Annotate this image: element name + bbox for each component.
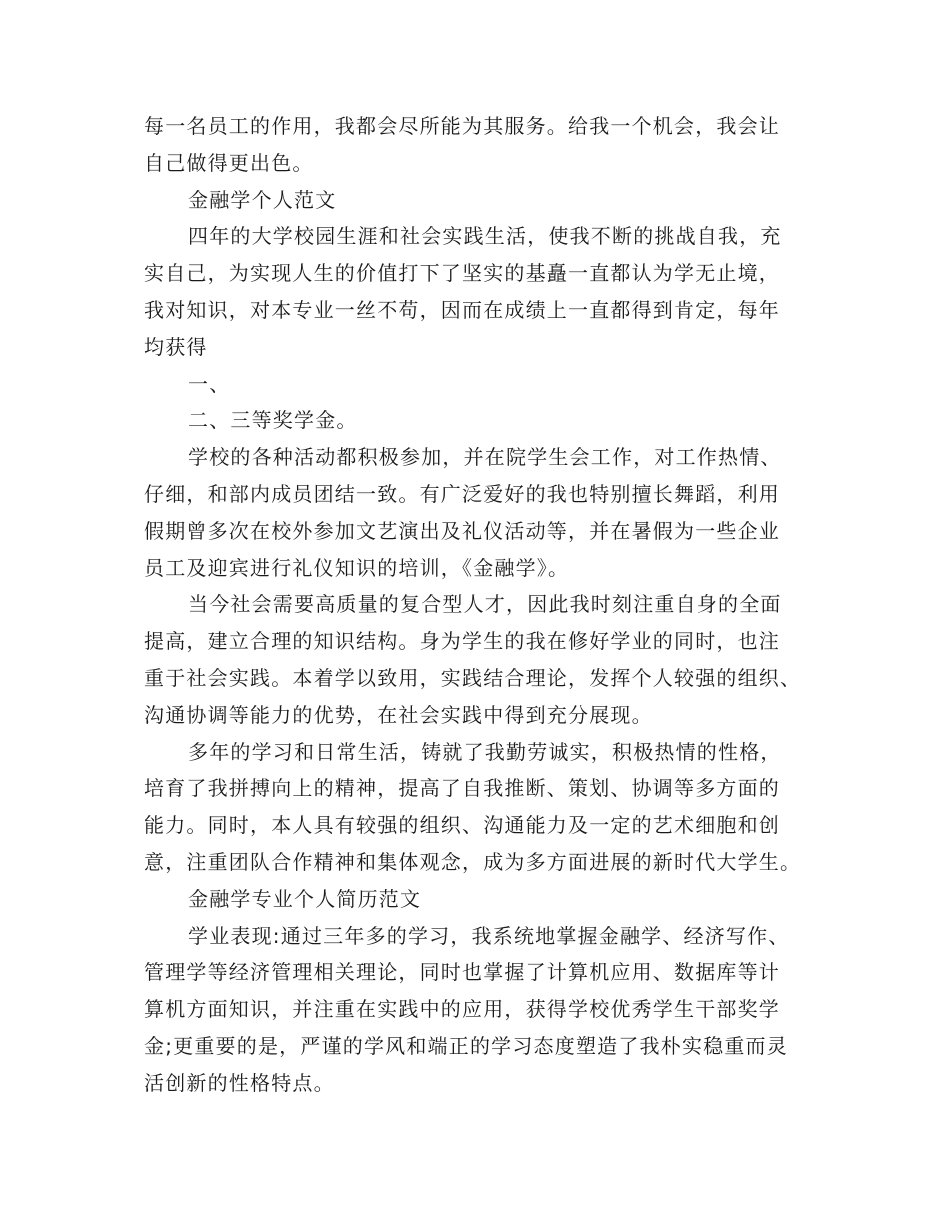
text-line: 四年的大学校园生涯和社会实践生活，使我不断的挑战自我，充 — [188, 224, 782, 249]
text-line: 算机方面知识，并注重在实践中的应用，获得学校优秀学生干部奖学 — [144, 997, 780, 1022]
text-line: 活创新的性格特点。 — [144, 1070, 335, 1095]
text-line: 仔细，和部内成员团结一致。有广泛爱好的我也特别擅长舞蹈，利用 — [144, 481, 780, 506]
text-line: 学校的各种活动都积极参加，并在院学生会工作，对工作热情、 — [188, 445, 782, 470]
text-line: 意，注重团队合作精神和集体观念，成为多方面进展的新时代大学生。 — [144, 849, 802, 874]
section-heading: 金融学专业个人简历范文 — [188, 886, 422, 911]
text-line: 员工及迎宾进行礼仪知识的培训，《金融学》。 — [144, 555, 570, 580]
text-line: 培育了我拼搏向上的精神，提高了自我推断、策划、协调等多方面的 — [144, 776, 780, 801]
text-line: 二、三等奖学金。 — [188, 408, 358, 433]
text-line: 假期曾多次在校外参加文艺演出及礼仪活动等，并在暑假为一些企业 — [144, 518, 780, 543]
text-line: 均获得 — [144, 334, 208, 359]
text-line: 提高，建立合理的知识结构。身为学生的我在修好学业的同时，也注 — [144, 629, 780, 654]
text-line: 学业表现:通过三年多的学习，我系统地掌握金融学、经济写作、 — [188, 923, 790, 948]
text-line: 能力。同时，本人具有较强的组织、沟通能力及一定的艺术细胞和创 — [144, 813, 780, 838]
text-line: 我对知识，对本专业一丝不苟，因而在成绩上一直都得到肯定，每年 — [144, 297, 780, 322]
text-line: 沟通协调等能力的优势，在社会实践中得到充分展现。 — [144, 702, 653, 727]
text-line: 自己做得更出色。 — [144, 150, 314, 175]
text-line: 实自己，为实现人生的价值打下了坚实的基矗一直都认为学无止境， — [144, 261, 780, 286]
text-line: 金;更重要的是，严谨的学风和端正的学习态度塑造了我朴实稳重而灵 — [144, 1033, 788, 1058]
text-line: 每一名员工的作用，我都会尽所能为其服务。给我一个机会，我会让 — [144, 114, 780, 138]
text-line: 管理学等经济管理相关理论，同时也掌握了计算机应用、数据库等计 — [144, 960, 780, 985]
text-line: 当今社会需要高质量的复合型人才，因此我时刻注重自身的全面 — [188, 592, 782, 617]
text-line: 重于社会实践。本着学以致用，实践结合理论，发挥个人较强的组织、 — [144, 665, 802, 690]
text-line: 一、 — [188, 371, 231, 396]
section-heading: 金融学个人范文 — [188, 187, 337, 212]
document-body — [144, 108, 810, 1102]
text-line: 多年的学习和日常生活，铸就了我勤劳诚实，积极热情的性格， — [188, 739, 782, 764]
